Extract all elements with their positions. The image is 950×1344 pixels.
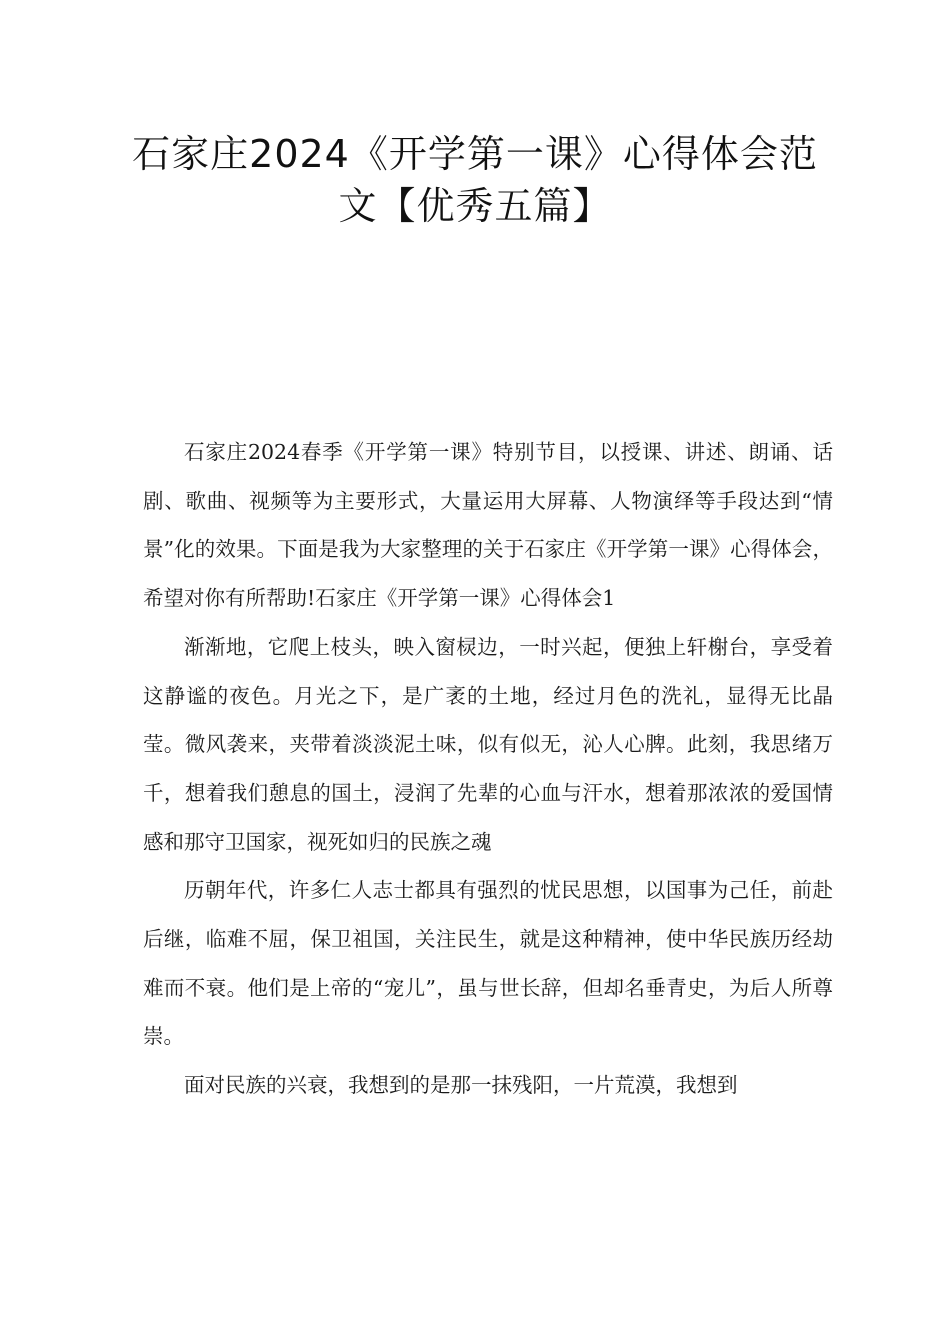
title-line-1: 石家庄2024《开学第一课》心得体会范 bbox=[132, 132, 818, 176]
paragraph-patriots: 历朝年代，许多仁人志士都具有强烈的忧民思想，以国事为己任，前赴后继，临难不屈，保卫祖国，关注民生，就是这种精神，使中华民族历经劫难而不衰。他们是上帝的“宠儿”，虽与世长辞，但却名垂青史，为后人所尊崇。 bbox=[143, 878, 833, 1049]
title-line-2: 文【优秀五篇】 bbox=[338, 184, 612, 228]
paragraph-moonlight: 渐渐地，它爬上枝头，映入窗棂边，一时兴起，便独上轩榭台，享受着这静谧的夜色。月光之下，是广袤的土地，经过月色的洗礼，显得无比晶莹。微风袭来，夹带着淡淡泥土味，似有似无，沁人心脾。此刻，我思绪万千，想着我们憩息的国土，浸润了先辈的心血与汗水，想着那浓浓的爱国情感和那守卫国家，视死如归的民族之魂 bbox=[143, 634, 833, 854]
document-title bbox=[120, 128, 830, 232]
paragraph-nation: 面对民族的兴衰，我想到的是那一抹残阳，一片荒漠，我想到 bbox=[184, 1073, 738, 1098]
document-body bbox=[143, 428, 833, 1110]
paragraph-intro: 石家庄2024春季《开学第一课》特别节目，以授课、讲述、朗诵、话剧、歌曲、视频等为主要形式，大量运用大屏幕、人物演绎等手段达到“情景”化的效果。下面是我为大家整理的关于石家庄《开学第一课》心得体会，希望对你有所帮助!石家庄《开学第一课》心得体会1 bbox=[143, 440, 833, 611]
